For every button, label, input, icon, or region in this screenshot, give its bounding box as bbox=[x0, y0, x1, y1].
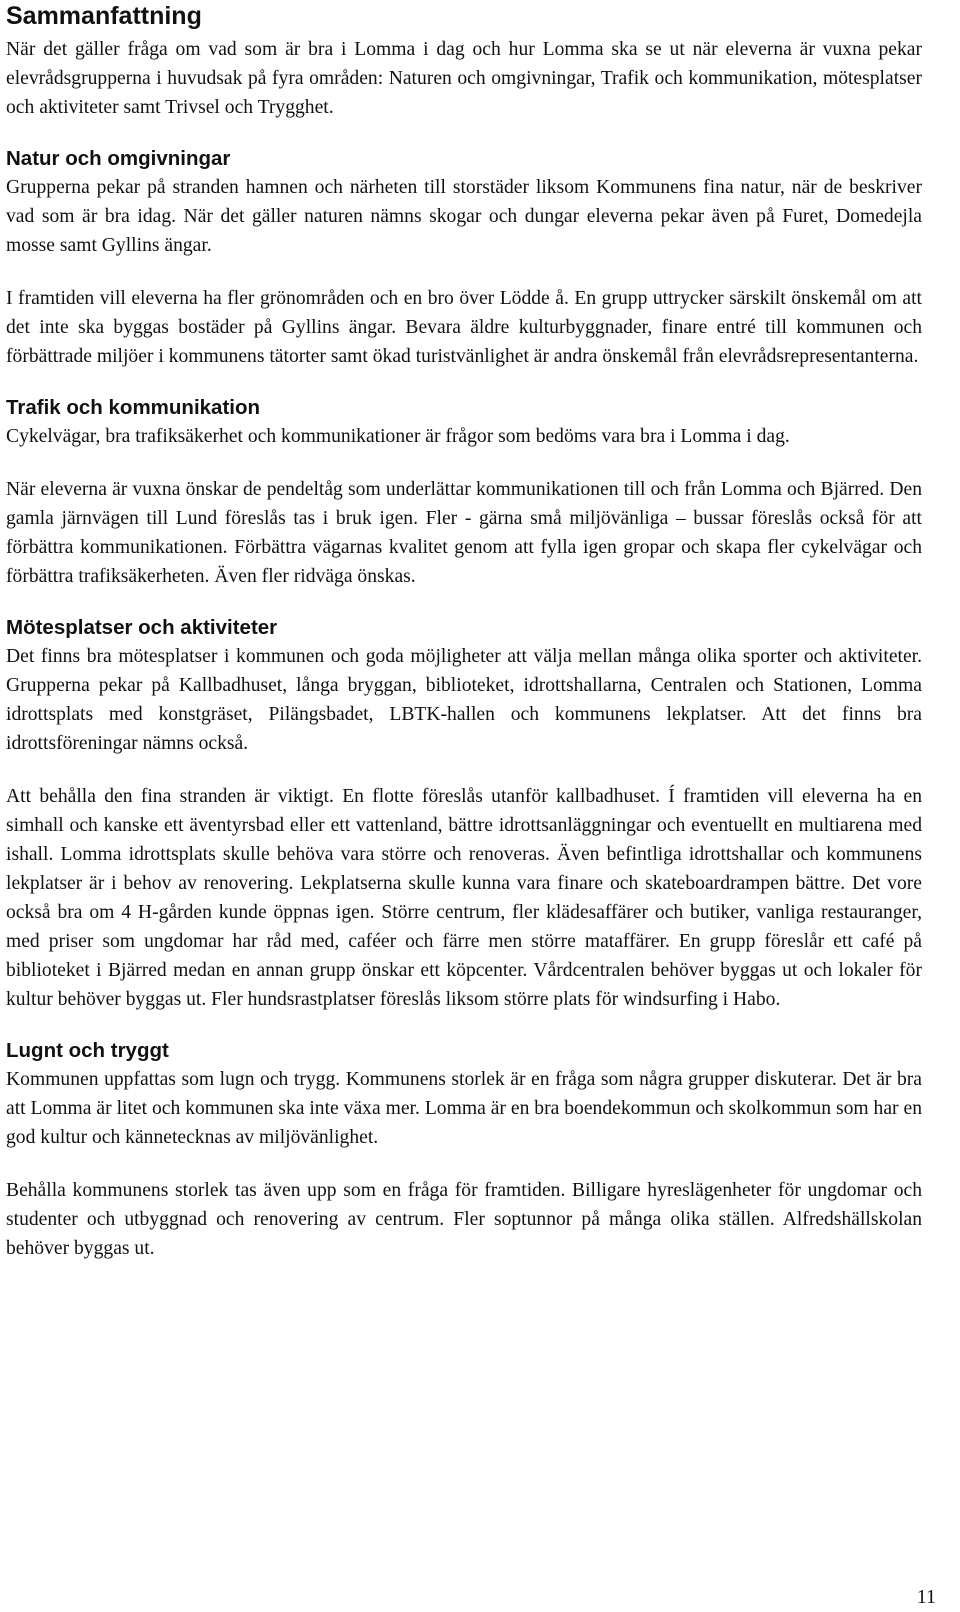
section-natur bbox=[6, 145, 922, 371]
section-paragraph: Behålla kommunens storlek tas även upp som en fråga för framtiden. Billigare hyreslägenheter för ungdomar och studenter och utbyggnad och renovering av centrum. Fler soptunnor på många olika ställen. Alfredshällskolan behöver byggas ut. bbox=[6, 1180, 922, 1259]
document-title: Sammanfattning bbox=[6, 2, 202, 30]
section-trafik bbox=[6, 394, 922, 591]
section-heading: Trafik och kommunikation bbox=[6, 396, 261, 419]
section-heading: Mötesplatser och aktiviteter bbox=[6, 616, 278, 639]
section-paragraph: Det finns bra mötesplatser i kommunen och goda möjligheter att välja mellan många olika sporter och aktiviteter. Grupperna pekar på Kallbadhuset, långa bryggan, biblioteket, idrottshallarna, Centralen och Stationen, Lomma idrottsplats med konstgräset, Pilängsbadet, LBTK-hallen och kommunens lekplatser. Att det finns bra idrottsföreningar nämns också. bbox=[6, 646, 922, 754]
section-paragraph: Att behålla den fina stranden är viktigt. En flotte föreslås utanför kallbadhuset. Í framtiden vill eleverna ha en simhall och kanske ett äventyrsbad eller ett vattenland, bättre idrottsanläggningar och eventuellt en multiarena med ishall. Lomma idrottsplats skulle behöva vara större och renoveras. Även befintliga idrottshallar och kommunens lekplatser är i behov av renovering. Lekplatserna skulle kunna vara finare och skateboardrampen bättre. Det vore också bra om 4 H-gården kunde öppnas igen. Större centrum, fler klädesaffärer och butiker, vanliga restauranger, med priser som ungdomar har råd med, caféer och färre men större mataffärer. En grupp föreslår ett café på biblioteket i Bjärred medan en annan grupp önskar ett köpcenter. Vårdcentralen behöver byggas ut och lokaler för kultur behöver byggas ut. Fler hundsrastplatser föreslås liksom större plats för windsurfing i Habo. bbox=[6, 786, 922, 1010]
section-motesplatser bbox=[6, 614, 922, 1014]
section-heading: Lugnt och tryggt bbox=[6, 1039, 169, 1062]
section-heading: Natur och omgivningar bbox=[6, 147, 231, 170]
section-paragraph: I framtiden vill eleverna ha fler grönområden och en bro över Lödde å. En grupp uttrycker särskilt önskemål om att det inte ska byggas bostäder på Gyllins ängar. Bevara äldre kulturbyggnader, finare entré till kommunen och förbättrade miljöer i kommunens tätorter samt ökad turistvänlighet är andra önskemål från elevrådsrepresentanterna. bbox=[6, 288, 922, 367]
intro-paragraph: När det gäller fråga om vad som är bra i Lomma i dag och hur Lomma ska se ut när eleverna är vuxna pekar elevrådsgrupperna i huvudsak på fyra områden: Naturen och omgivningar, Trafik och kommunikation, mötesplatser och aktiviteter samt Trivsel och Trygghet. bbox=[6, 39, 922, 118]
section-paragraph: Grupperna pekar på stranden hamnen och närheten till storstäder liksom Kommunens fina natur, när de beskriver vad som är bra idag. När det gäller naturen nämns skogar och dungar eleverna pekar även på Furet, Domedejla mosse samt Gyllins ängar. bbox=[6, 177, 922, 256]
page-number: 11 bbox=[916, 1586, 936, 1608]
section-paragraph: Kommunen uppfattas som lugn och trygg. Kommunens storlek är en fråga som några grupper diskuterar. Det är bra att Lomma är litet och kommunen ska inte växa mer. Lomma är en bra boendekommun och skolkommun som har en god kultur och kännetecknas av miljövänlighet. bbox=[6, 1069, 922, 1148]
document-page bbox=[6, 0, 922, 1263]
section-paragraph: Cykelvägar, bra trafiksäkerhet och kommunikationer är frågor som bedöms vara bra i Lomma i dag. bbox=[6, 426, 790, 447]
section-paragraph: När eleverna är vuxna önskar de pendeltåg som underlättar kommunikationen till och från Lomma och Bjärred. Den gamla järnvägen till Lund föreslås tas i bruk igen. Fler - gärna små miljövänliga – bussar föreslås också för att förbättra kommunikationen. Förbättra vägarnas kvalitet genom att fylla igen gropar och skapa fler cykelvägar och förbättra trafiksäkerheten. Även fler ridväga önskas. bbox=[6, 479, 922, 587]
section-lugnt-tryggt bbox=[6, 1037, 922, 1263]
